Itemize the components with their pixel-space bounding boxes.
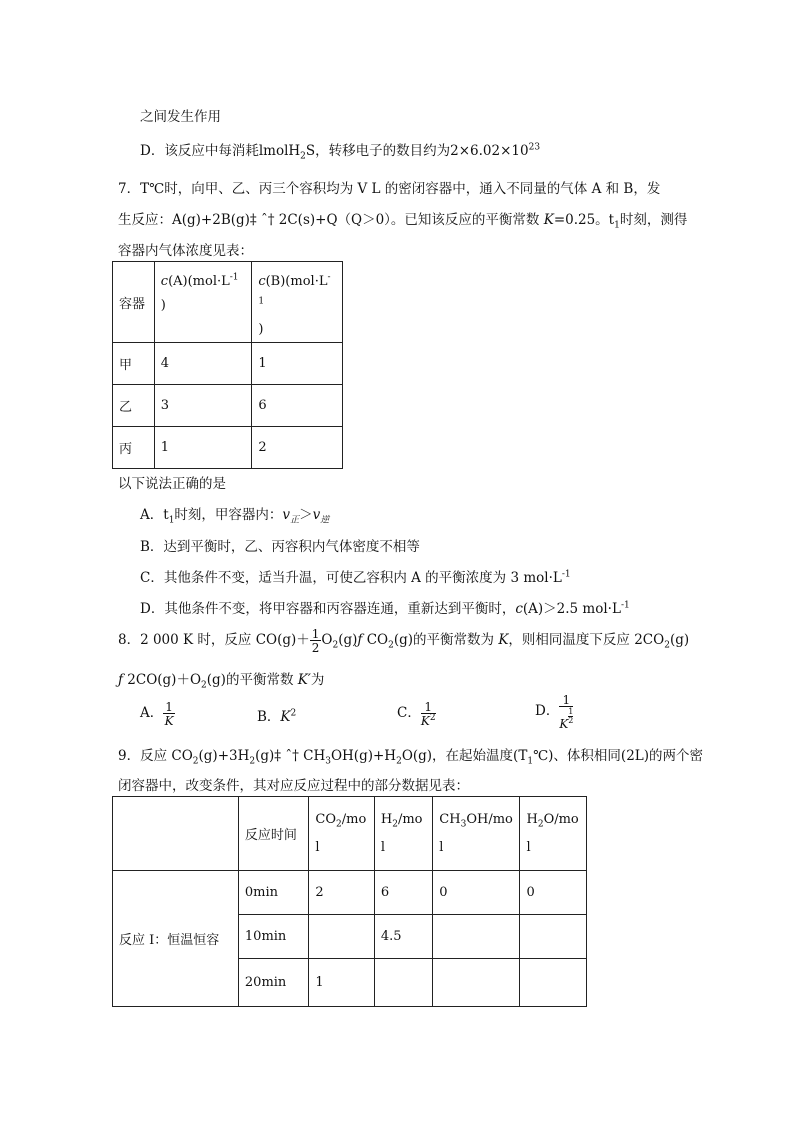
q8-option-a xyxy=(140,696,175,730)
q8-half-fraction xyxy=(310,628,322,654)
q9-h3sub: 3 xyxy=(460,819,467,830)
q9-l1-sub3: 3 xyxy=(325,756,331,767)
q7-header-cB-sup: -1 xyxy=(258,272,331,307)
q9-data-table xyxy=(112,796,587,1007)
q9-h2a: H xyxy=(380,811,393,827)
q7-header-container xyxy=(113,262,155,343)
q7-header-cA-sup: -1 xyxy=(229,272,239,283)
q8-c-num: 1 xyxy=(421,701,436,714)
q9-l1f: ℃)、体积相同(2L)的两个密 xyxy=(533,748,704,764)
q9-h3b: OH/mo xyxy=(466,811,513,827)
q6-d-number: 2×6.02×10 xyxy=(450,143,529,159)
q9-cell-h2o xyxy=(520,915,587,959)
q7-header-cA-close: ) xyxy=(160,298,166,313)
q8-K: K xyxy=(498,632,509,648)
q8-a-den: K xyxy=(164,713,174,728)
q8-b-sup: 2 xyxy=(290,708,297,719)
q7-line3-text: 容器内气体浓度见表： xyxy=(118,243,253,259)
q7-header-cA-c: c xyxy=(160,274,169,289)
q9-header-time-text: 反应时间 xyxy=(244,828,297,843)
q8-c-den-sup: 2 xyxy=(429,712,436,723)
q9-l1-sub1: 2 xyxy=(192,756,199,767)
q7-c-text: C．其他条件不变，适当升温，可使乙容积内 A 的平衡浓度为 3 mol·L xyxy=(140,570,562,586)
q9-stem-line1 xyxy=(118,744,704,767)
q6-continuation xyxy=(140,105,221,125)
q7-a-gt: ＞ xyxy=(299,507,313,523)
q8-half-den: 2 xyxy=(311,640,320,655)
q9-cell-h2 xyxy=(374,959,432,1007)
q7-stem-line2 xyxy=(118,208,688,231)
q6-d-formula: lmolH xyxy=(258,143,301,159)
q7-d-c: c xyxy=(515,601,523,617)
q7-row-cB: 2 xyxy=(252,427,343,469)
q6-d-mid: ，转移电子的数目约为 xyxy=(315,143,451,159)
q7-table-header-row xyxy=(113,262,343,343)
q9-h1a: CO xyxy=(315,811,337,827)
q7-line2-a: 生反应：A(g)+2B(g)‡ ˆ† 2C(s)+Q（Q＞0）。已知该反应的平衡常数 xyxy=(118,212,544,228)
q6-option-d xyxy=(140,139,541,162)
q8-o-sub: 2 xyxy=(332,640,339,651)
q7-c-sup: -1 xyxy=(561,569,571,580)
q7-a-pre: A．t xyxy=(140,507,169,523)
q8-line2-sub: 2 xyxy=(201,680,207,691)
q9-stem-line2 xyxy=(118,774,469,794)
q7-a-v2: v xyxy=(312,507,321,523)
q8-b-K: K xyxy=(280,709,291,725)
q8-line2-c: 为 xyxy=(310,672,325,688)
q8-d-fraction xyxy=(559,694,573,730)
q9-cell-co2: 1 xyxy=(309,959,374,1007)
q9-h1c: l xyxy=(315,839,320,855)
q9-cell-time: 10min xyxy=(238,915,309,959)
q8-a-label: A． xyxy=(140,705,164,721)
q8-co2-sub: 2 xyxy=(388,640,394,651)
q9-h1b: /mo xyxy=(341,811,367,827)
q7-stem-line3 xyxy=(118,239,253,259)
q9-h4c: l xyxy=(526,839,531,855)
q7-row-container: 丙 xyxy=(113,427,155,469)
q7-line1-text: 7．T℃时，向甲、乙、丙三个容积均为 V L 的密闭容器中，通入不同量的气体 A 和 B，发 xyxy=(118,181,661,197)
q6-cont-text: 之间发生作用 xyxy=(140,109,221,125)
q7-d-sup: -1 xyxy=(620,600,630,611)
q9-cell-time: 0min xyxy=(238,871,309,915)
q7-header-cB-c: c xyxy=(258,274,266,289)
q8-stem-line1 xyxy=(118,624,689,656)
q8-line2-a: 2CO(g)＋O xyxy=(123,672,202,688)
q9-group-label: 反应 I：恒温恒容 xyxy=(113,871,239,1007)
q8-b-label: B． xyxy=(257,709,281,725)
q7-prompt-text: 以下说法正确的是 xyxy=(118,476,226,492)
q8-d-exponent-fraction xyxy=(568,708,573,725)
q7-concentration-table xyxy=(112,261,343,469)
q9-h3c: l xyxy=(439,839,444,855)
q7-a-v1-sub: 正 xyxy=(290,515,300,526)
q7-header-cB-close: ) xyxy=(258,322,264,337)
q7-row-cA: 4 xyxy=(154,343,252,385)
q9-h2c: l xyxy=(380,839,386,855)
q7-header-cB xyxy=(252,262,343,343)
q9-h4sub: 2 xyxy=(537,819,544,830)
q9-h1sub: 2 xyxy=(336,819,342,830)
q7-row-cA: 1 xyxy=(154,427,252,469)
q9-header-empty xyxy=(113,797,239,871)
q9-cell-co2: 2 xyxy=(309,871,374,915)
q7-header-cA xyxy=(154,262,252,343)
q9-h3a: CH xyxy=(439,811,461,827)
q7-b-text: B．达到平衡时，乙、丙容积内气体密度不相等 xyxy=(140,539,420,555)
q9-h4a: H xyxy=(526,811,538,827)
table-row xyxy=(113,427,343,469)
q8-c-fraction xyxy=(421,701,436,727)
q8-d-den: K xyxy=(559,716,569,731)
q6-d-formula-tail: S xyxy=(305,143,316,159)
q8-d-label: D． xyxy=(535,703,560,719)
table-row xyxy=(113,343,343,385)
q8-co2: CO xyxy=(362,632,389,648)
q8-line2-K: K′ xyxy=(297,672,311,688)
q6-d-prefix: D．该反应中每消耗 xyxy=(140,143,259,159)
q7-d-post: (A)＞2.5 mol·L xyxy=(522,601,621,617)
q8-a-num: 1 xyxy=(165,699,173,714)
q8-mid5-sub: 2 xyxy=(664,640,670,651)
q7-header-cA-unit: (A)(mol·L xyxy=(168,274,230,289)
q9-h4b: O/mo xyxy=(543,811,579,827)
q9-cell-h2: 6 xyxy=(374,871,432,915)
q7-line2-c: 时刻，测得 xyxy=(619,212,688,228)
q8-g1: (g) xyxy=(338,632,358,648)
q8-c-den: K xyxy=(420,713,430,728)
q9-l1c: (g)‡ ˆ† CH xyxy=(255,748,326,764)
q9-h2b: /mo xyxy=(397,811,423,827)
q9-cell-ch3oh xyxy=(433,959,520,1007)
q7-stem-line1 xyxy=(118,177,660,197)
q7-row-cA: 3 xyxy=(154,385,252,427)
q6-d-formula-sub: 2 xyxy=(300,151,306,162)
q7-a-v2-sub: 逆 xyxy=(320,515,330,526)
q7-row-container: 乙 xyxy=(113,385,155,427)
q9-l1-sub2: 2 xyxy=(249,756,256,767)
q8-c-label: C． xyxy=(397,705,421,721)
q9-table-header-row xyxy=(113,797,587,871)
q9-cell-ch3oh xyxy=(433,915,520,959)
q8-a-fraction xyxy=(163,701,175,727)
q7-d-pre: D．其他条件不变，将甲容器和丙容器连通，重新达到平衡时， xyxy=(140,601,516,617)
q7-header-cB-unit: (B)(mol·L xyxy=(265,274,328,289)
q7-row-container: 甲 xyxy=(113,343,155,385)
q8-d-exp-num: 1 xyxy=(568,706,574,716)
q9-cell-time: 20min xyxy=(238,959,309,1007)
q9-header-h2 xyxy=(374,797,432,871)
q7-line2-t-sub: 1 xyxy=(614,220,620,231)
q9-cell-co2 xyxy=(309,915,374,959)
q8-equilibrium-glyph-2: ƒ xyxy=(118,672,123,688)
q7-a-sub: 1 xyxy=(168,515,175,526)
q9-header-time xyxy=(238,797,309,871)
q8-line2-b: (g)的平衡常数 xyxy=(206,672,298,688)
q7-option-d xyxy=(140,597,630,617)
q7-line2-b: =0.25。t xyxy=(553,212,615,228)
q9-l1d: OH(g)+H xyxy=(330,748,397,764)
q7-line2-K: K xyxy=(543,212,554,228)
q9-cell-h2o: 0 xyxy=(520,871,587,915)
q9-l1-sub4: 2 xyxy=(396,756,402,767)
table-row xyxy=(113,385,343,427)
q8-d-exp-den: 2 xyxy=(568,715,574,725)
q7-row-cB: 1 xyxy=(252,343,343,385)
q9-header-ch3oh xyxy=(433,797,520,871)
q9-l1a: 9．反应 CO xyxy=(118,748,193,764)
q8-mid6: (g) xyxy=(669,632,690,648)
q8-half-num: 1 xyxy=(311,626,320,641)
q7-option-a xyxy=(140,503,330,526)
q7-prompt xyxy=(118,472,226,492)
q9-header-h2o xyxy=(520,797,587,871)
q7-option-c xyxy=(140,566,571,586)
q8-d-num: 1 xyxy=(559,694,573,707)
q8-mid4: (g)的平衡常数为 xyxy=(393,632,499,648)
q7-header-container-text: 容器 xyxy=(119,296,146,312)
q9-cell-h2: 4.5 xyxy=(374,915,432,959)
q9-l1-sub5: 1 xyxy=(527,756,534,767)
q9-l2-text: 闭容器中，改变条件，其对应反应过程中的部分数据见表： xyxy=(118,778,469,794)
q7-a-v1: v xyxy=(282,507,291,523)
q9-cell-ch3oh: 0 xyxy=(433,871,520,915)
table-row xyxy=(113,871,587,915)
q7-row-cB: 6 xyxy=(252,385,343,427)
q8-option-c xyxy=(397,696,436,730)
q8-option-b xyxy=(257,705,296,725)
q8-option-d xyxy=(535,692,573,730)
q8-pre: 8．2 000 K 时，反应 CO(g)＋ xyxy=(118,632,310,648)
q9-l1b: (g)+3H xyxy=(198,748,250,764)
q9-h2sub: 2 xyxy=(392,819,398,830)
q7-a-mid: 时刻，甲容器内： xyxy=(174,507,283,523)
q7-option-b xyxy=(140,535,420,555)
q9-cell-h2o xyxy=(520,959,587,1007)
q8-equilibrium-glyph: ƒ xyxy=(357,632,363,648)
q9-l1e: O(g)，在起始温度(T xyxy=(401,748,528,764)
q6-d-exponent: 23 xyxy=(528,142,541,153)
q8-mid5: ，则相同温度下反应 2CO xyxy=(508,632,665,648)
q9-header-co2 xyxy=(309,797,374,871)
q8-stem-line2 xyxy=(118,668,325,691)
q8-o: O xyxy=(321,632,333,648)
